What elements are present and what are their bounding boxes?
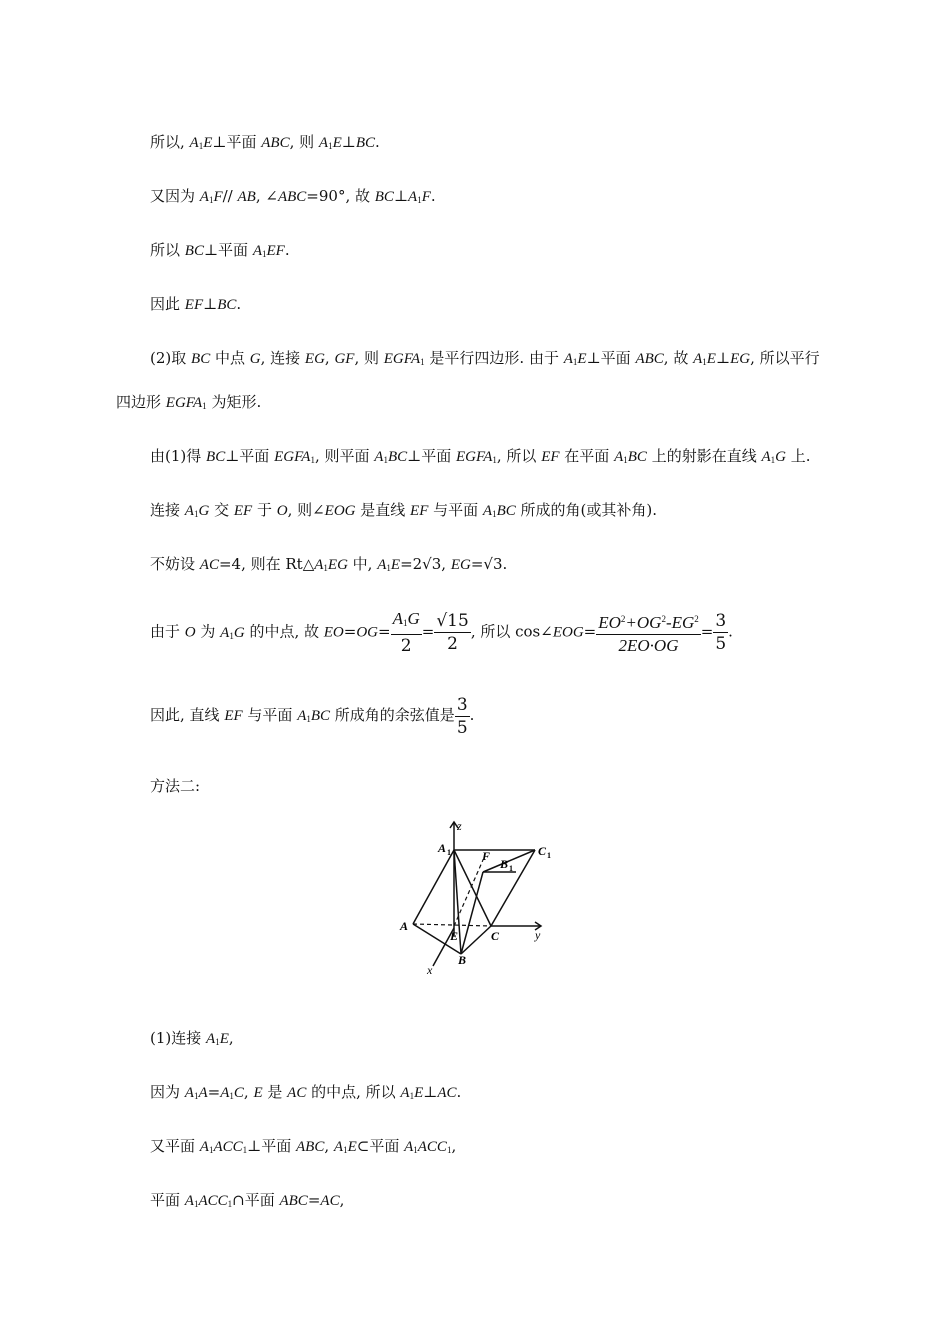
label-a1: A bbox=[438, 841, 447, 855]
label-a1-sub: 1 bbox=[447, 848, 451, 857]
label-e: E bbox=[450, 929, 459, 943]
line-11: 方法二: bbox=[150, 777, 201, 795]
line-4: 因此 EF⊥BC. bbox=[150, 295, 242, 313]
label-y: y bbox=[535, 928, 541, 942]
line-13: 因为 $A_1A=A_1C$, E 是 AC 的中点, 所以 $A_1E\perp AC$. bbox=[150, 1083, 462, 1101]
label-b1-sub: 1 bbox=[509, 864, 513, 873]
label-a: A bbox=[400, 919, 409, 933]
line-14: 又平面 $A_1ACC_1\perp$平面 ABC, $A_1E\subset$平面 $A_1ACC_1$, bbox=[150, 1137, 457, 1155]
line-1: 所以, $A_1E\perp$平面 ABC, 则 $A_1E\perp BC$. bbox=[150, 133, 380, 151]
label-f: F bbox=[482, 849, 491, 863]
segment-ef bbox=[454, 860, 483, 926]
edge-ac-hidden bbox=[413, 924, 491, 926]
line-8: 不妨设 AC=4, 则在 $Rt\triangle A_1EG$ 中, $A_1E=2√3$, EG=√3. bbox=[150, 555, 508, 573]
line-9: 由于 O 为 $A_1G$ 的中点, 故 EO=OG= $\frac{A_1G}{2}$ = $\frac{√15}{2}$ , 所以 cos∠EOG= $\frac{EO^2+OG^2-EG^2}{2EO\cdot OG}$ = $\frac{3}{5}$ . bbox=[150, 609, 733, 656]
label-c1-sub: 1 bbox=[547, 851, 551, 860]
line-2: 又因为 $A_1F//$ AB, ∠ABC=90°, 故 $BC\perp A_1F$. bbox=[150, 187, 436, 205]
label-b1: B bbox=[500, 857, 509, 871]
label-b: B bbox=[458, 953, 467, 967]
line-5a: (2)取 BC 中点 G, 连接 EG, GF, 则 $EGFA_1$ 是平行四边形. 由于 $A_1E\perp$平面 ABC, 故 $A_1E\perp EG$, 所以平行 bbox=[150, 349, 820, 367]
line-7: 连接 $A_1G$ 交 EF 于 O, 则∠EOG 是直线 EF 与平面 $A_1BC$ 所成的角(或其补角). bbox=[150, 501, 658, 519]
edge-a1a bbox=[413, 850, 454, 924]
label-c1: C bbox=[538, 844, 547, 858]
line-5b: 四边形 $EGFA_1$ 为矩形. bbox=[116, 393, 262, 411]
line-15: 平面 $A_1ACC_1\cap$平面 ABC=AC, bbox=[150, 1191, 345, 1209]
line-10: 因此, 直线 EF 与平面 $A_1BC$ 所成角的余弦值是 $\frac{3}{5}$ . bbox=[150, 694, 475, 738]
edge-c1c bbox=[491, 850, 535, 926]
label-z: z bbox=[457, 819, 462, 833]
label-c: C bbox=[491, 929, 500, 943]
line-12: (1)连接 $A_1E$, bbox=[150, 1029, 234, 1047]
line-6: 由(1)得 BC⊥平面 $EGFA_1$, 则平面 $A_1BC\perp$平面 $EGFA_1$, 所以 EF 在平面 $A_1BC$ 上的射影在直线 $A_1G$ 上. bbox=[150, 447, 811, 465]
line-3: 所以 BC⊥平面 $A_1EF$. bbox=[150, 241, 290, 259]
label-x: x bbox=[427, 963, 433, 977]
prism-figure bbox=[395, 818, 555, 978]
